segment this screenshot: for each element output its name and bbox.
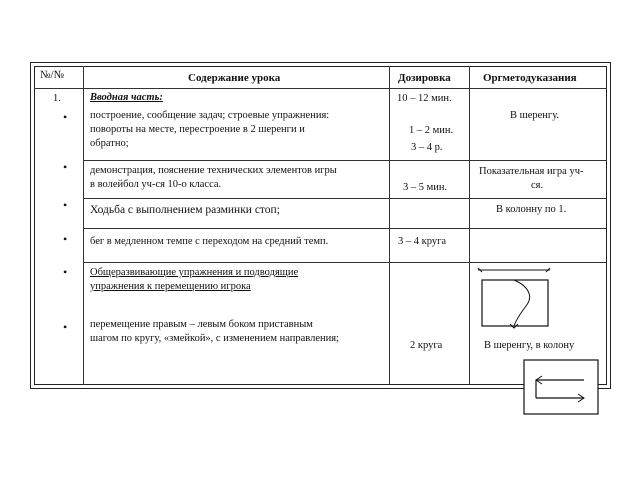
dosage-4: 3 – 5 мин. xyxy=(403,182,448,193)
bullet-5: • xyxy=(63,265,68,279)
note-1: В шеренгу. xyxy=(510,110,560,121)
header-divider xyxy=(34,88,607,89)
note-2-line1: Показательная игра уч- xyxy=(479,166,584,177)
header-notes: Оргметодуказания xyxy=(483,72,577,84)
item2-line2: в волейбол уч-ся 10-о класса. xyxy=(90,179,222,190)
item4: бег в медленном темпе с переходом на средний темп. xyxy=(90,236,329,247)
row-divider-3 xyxy=(83,228,469,229)
note-2-line2: ся. xyxy=(531,180,544,191)
bullet-6: • xyxy=(63,320,68,334)
header-num: №/№ xyxy=(40,69,65,81)
bullet-2: • xyxy=(63,160,68,174)
snake-diagram-icon xyxy=(478,266,558,336)
row-divider-4 xyxy=(83,262,469,263)
bullet-3: • xyxy=(63,198,68,212)
item2-line1: демонстрация, пояснение технических элементов игры xyxy=(90,165,337,176)
row-divider-2 xyxy=(83,198,469,199)
dosage-5: 3 – 4 круга xyxy=(398,236,447,247)
col-divider-1 xyxy=(83,66,84,385)
item1-line1: построение, сообщение задач; строевые упражнения: xyxy=(90,110,330,121)
header-content: Содержание урока xyxy=(188,72,281,84)
direction-change-diagram-icon xyxy=(522,358,602,418)
item5-line2: упражнения к перемещению игрока xyxy=(90,281,251,292)
col-divider-2 xyxy=(389,66,390,385)
col-divider-3 xyxy=(469,66,470,385)
note-3: В колонну по 1. xyxy=(496,204,567,215)
item1-line3: обратно; xyxy=(90,138,129,149)
item6-line2: шагом по кругу, «змейкой», с изменением направления; xyxy=(90,333,339,344)
item5-line1: Общеразвивающие упражнения и подводящие xyxy=(90,267,299,278)
dosage-2: 1 – 2 мин. xyxy=(409,125,454,136)
notes-divider-3 xyxy=(469,228,607,229)
bullet-4: • xyxy=(63,232,68,246)
dosage-1: 10 – 12 мин. xyxy=(397,93,452,104)
item3: Ходьба с выполнением разминки стоп; xyxy=(90,204,280,216)
notes-divider-1 xyxy=(469,160,607,161)
header-dosage: Дозировка xyxy=(398,72,451,84)
note-4: В шеренгу, в колону xyxy=(484,340,575,351)
section-title: Вводная часть: xyxy=(90,92,163,103)
row-number: 1. xyxy=(53,93,61,104)
dosage-3: 3 – 4 р. xyxy=(411,142,443,153)
notes-divider-2 xyxy=(469,198,607,199)
notes-divider-4 xyxy=(469,262,607,263)
item1-line2: повороты на месте, перестроение в 2 шеренги и xyxy=(90,124,305,135)
dosage-6: 2 круга xyxy=(410,340,443,351)
row-divider-1 xyxy=(83,160,469,161)
bullet-1: • xyxy=(63,110,68,124)
item6-line1: перемещение правым – левым боком приставным xyxy=(90,319,313,330)
